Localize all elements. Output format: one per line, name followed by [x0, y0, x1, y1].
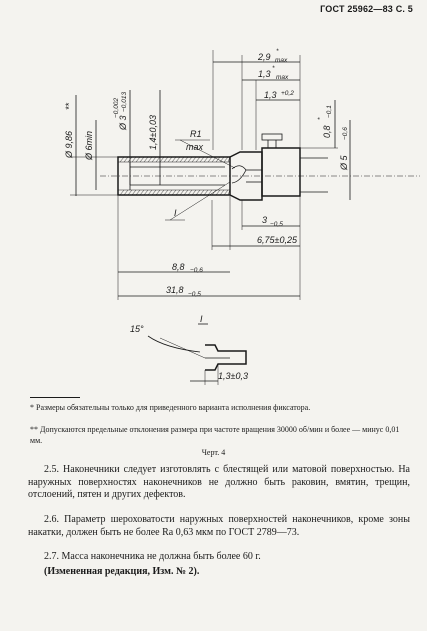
svg-text:+0,2: +0,2	[281, 90, 294, 97]
svg-text:−0,5: −0,5	[188, 291, 201, 298]
paragraph-2-5: 2.5. Наконечники следует изготовлять с блестящей или матовой поверхностью. На наружных поверхностях наконечников не должно быть раковин, вмятин, трещин, отслоений, пятен и других дефектов.	[28, 464, 410, 500]
paragraph-2-7: 2.7. Масса наконечника не должна быть более 60 г.	[44, 551, 261, 562]
dim-1-3-max: 1,3	[258, 69, 271, 79]
dim-d5: Ø 5	[339, 155, 349, 170]
amendment-note: (Измененная редакция, Изм. № 2).	[44, 566, 200, 577]
svg-text:−0,6: −0,6	[190, 267, 203, 274]
dim-1-4: 1,4±0,03	[148, 115, 158, 150]
groove-profile	[232, 166, 246, 183]
fixer-body	[262, 148, 300, 196]
figure-caption: Черт. 4	[201, 448, 226, 457]
dim-6-75: 6,75±0,25	[257, 235, 297, 245]
svg-text:−0,1: −0,1	[326, 105, 333, 118]
svg-text:**: **	[64, 102, 74, 110]
paragraph-2-6: 2.6. Параметр шероховатости наружных поверхностей наконечников, кроме зоны накатки, должен быть не более Ra 0,63 мкм по ГОСТ 2789—73.	[28, 514, 410, 538]
dim-1-3-detail: 1,3±0,3	[218, 371, 248, 381]
detail-profile	[205, 345, 246, 370]
dim-2-9: 2,9	[258, 52, 271, 62]
dim-3: 3	[262, 215, 268, 225]
svg-text:−0,6: −0,6	[342, 127, 349, 140]
view-marker-i: I	[174, 208, 177, 218]
svg-text:*: *	[272, 65, 275, 72]
dim-d6min: Ø 6min	[84, 130, 94, 160]
dim-angle: 15°	[130, 324, 144, 334]
dim-8-8: 8,8	[172, 262, 185, 272]
dim-r1: R1	[190, 129, 202, 139]
page-header: ГОСТ 25962—83 С. 5	[320, 4, 413, 14]
footnote-2: ** Допускаются предельные отклонения размера при частоте вращения 30000 об/мин и более — минус 0,01 мм.	[30, 425, 400, 445]
svg-text:*: *	[276, 48, 279, 55]
svg-text:−0,002: −0,002	[113, 97, 120, 118]
dim-0-8: 0,8	[322, 125, 332, 138]
detail-label-i: I	[200, 314, 203, 324]
svg-text:max: max	[275, 57, 288, 64]
svg-text:−0,5: −0,5	[270, 221, 283, 228]
dim-d9-86: Ø 9,86	[64, 130, 74, 158]
dim-d3: Ø 3	[118, 115, 128, 130]
footnote-separator	[30, 397, 80, 398]
svg-text:max: max	[186, 142, 204, 152]
svg-text:*: *	[317, 117, 324, 120]
footnote-1: * Размеры обязательны только для приведенного варианта исполнения фиксатора.	[30, 403, 311, 412]
dim-31-8: 31,8	[166, 285, 184, 295]
svg-text:max: max	[276, 74, 289, 81]
dim-1-3-tol: 1,3	[264, 90, 277, 100]
svg-text:−0,013: −0,013	[121, 91, 128, 112]
